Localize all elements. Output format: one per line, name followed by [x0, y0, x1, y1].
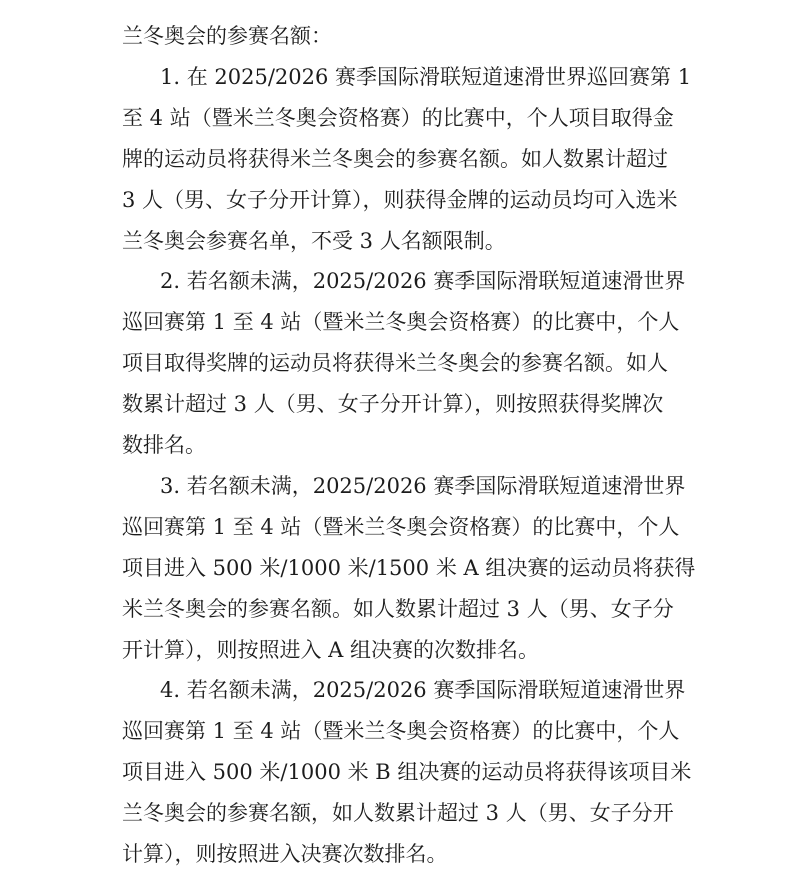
text-line: 至 4 站（暨米兰冬奥会资格赛）的比赛中，个人项目取得金 [122, 105, 674, 130]
text-line: 兰冬奥会的参赛名额，如人数累计超过 3 人（男、女子分开 [122, 801, 674, 826]
text-line: 米兰冬奥会的参赛名额。如人数累计超过 3 人（男、女子分 [122, 596, 674, 621]
text-line: 3. 若名额未满，2025/2026 赛季国际滑联短道速滑世界 [160, 473, 686, 498]
text-line: 计算），则按照进入决赛次数排名。 [122, 842, 448, 866]
text-line: 巡回赛第 1 至 4 站（暨米兰冬奥会资格赛）的比赛中，个人 [122, 719, 680, 744]
text-line: 4. 若名额未满，2025/2026 赛季国际滑联短道速滑世界 [160, 678, 686, 703]
text-line: 1. 在 2025/2026 赛季国际滑联短道速滑世界巡回赛第 1 [160, 64, 692, 89]
text-line: 兰冬奥会的参赛名额： [122, 24, 332, 48]
text-line: 数累计超过 3 人（男、女子分开计算），则按照获得奖牌次 [122, 392, 664, 417]
text-line: 项目取得奖牌的运动员将获得米兰冬奥会的参赛名额。如人 [122, 351, 668, 376]
text-line: 开计算），则按照进入 A 组决赛的次数排名。 [122, 637, 540, 662]
text-line: 巡回赛第 1 至 4 站（暨米兰冬奥会资格赛）的比赛中，个人 [122, 310, 680, 335]
text-line: 3 人（男、女子分开计算），则获得金牌的运动员均可入选米 [122, 187, 678, 212]
text-line: 项目进入 500 米/1000 米 B 组决赛的运动员将获得该项目米 [122, 760, 692, 785]
text-line: 数排名。 [122, 433, 206, 457]
text-line: 项目进入 500 米/1000 米/1500 米 A 组决赛的运动员将获得 [122, 555, 696, 580]
text-line: 兰冬奥会参赛名单，不受 3 人名额限制。 [122, 228, 506, 253]
text-line: 牌的运动员将获得米兰冬奥会的参赛名额。如人数累计超过 [122, 146, 668, 171]
text-line: 巡回赛第 1 至 4 站（暨米兰冬奥会资格赛）的比赛中，个人 [122, 514, 680, 539]
text-line: 2. 若名额未满，2025/2026 赛季国际滑联短道速滑世界 [160, 269, 686, 294]
